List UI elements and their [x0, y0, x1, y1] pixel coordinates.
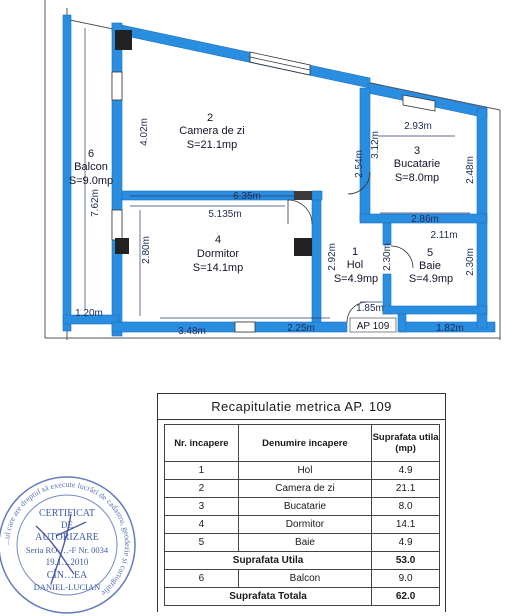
- room-balcon: [69, 148, 113, 187]
- summary-table: [164, 424, 440, 606]
- table-row: [165, 516, 440, 534]
- svg-text:5: 5: [426, 247, 434, 259]
- summary-title: Recapitulatie metrica AP. 109: [158, 394, 445, 420]
- svg-text:3.48m: 3.48m: [178, 326, 206, 337]
- svg-text:DANIEL-LUCIAN: DANIEL-LUCIAN: [33, 582, 101, 592]
- room-camera-de-zi: [179, 112, 244, 151]
- svg-text:1.20m: 1.20m: [75, 308, 103, 319]
- header-suprafata: Suprafata utila (mp): [372, 425, 440, 462]
- svg-text:Baie: Baie: [418, 260, 442, 272]
- util-value: 53.0: [372, 552, 440, 570]
- cell-nr: 4: [165, 516, 239, 534]
- cell-area: 8.0: [372, 498, 440, 516]
- svg-text:2.48m: 2.48m: [465, 156, 476, 184]
- table-row: [165, 498, 440, 516]
- room-bucatarie: [394, 145, 440, 184]
- cell-nr: 1: [165, 462, 239, 480]
- svg-text:4.02m: 4.02m: [139, 118, 150, 146]
- util-label: Suprafata Utila: [165, 552, 372, 570]
- svg-text:2.80m: 2.80m: [141, 236, 152, 264]
- svg-text:2.25m: 2.25m: [287, 323, 315, 334]
- svg-text:S=21.1mp: S=21.1mp: [186, 139, 238, 151]
- cell-area: 21.1: [372, 480, 440, 498]
- metric-summary-panel: [157, 393, 446, 612]
- cell-area: 9.0: [372, 570, 440, 588]
- svg-text:...ul care are dreptul să exec: ...ul care are dreptul să execute lucrări de cadastru, geodezie și cartografie: [1, 479, 133, 598]
- svg-text:2.11m: 2.11m: [430, 230, 458, 241]
- svg-text:6.35m: 6.35m: [233, 191, 261, 202]
- room-hol: [334, 246, 378, 285]
- svg-text:Dormitor: Dormitor: [196, 248, 240, 260]
- table-row: [165, 480, 440, 498]
- cell-nr: 6: [165, 570, 239, 588]
- svg-text:2.93m: 2.93m: [404, 121, 432, 132]
- svg-text:CERTIFICAT: CERTIFICAT: [38, 508, 96, 519]
- cell-name: Balcon: [238, 570, 371, 588]
- svg-text:S=8.0mp: S=8.0mp: [394, 172, 440, 184]
- table-row: [165, 462, 440, 480]
- apartment-label: [350, 318, 396, 332]
- cell-name: Baie: [238, 534, 371, 552]
- cell-nr: 5: [165, 534, 239, 552]
- header-denumire: Denumire incapere: [238, 425, 371, 462]
- svg-text:5.135m: 5.135m: [208, 209, 242, 220]
- svg-text:19.1…2010: 19.1…2010: [45, 557, 89, 567]
- util-total-row: [165, 552, 440, 570]
- svg-text:Balcon: Balcon: [74, 161, 108, 173]
- svg-text:Seria RO-…-F Nr. 0034: Seria RO-…-F Nr. 0034: [25, 545, 109, 555]
- cell-area: 4.9: [372, 534, 440, 552]
- svg-text:CÎN…EA: CÎN…EA: [46, 570, 88, 581]
- svg-text:2: 2: [206, 112, 214, 124]
- cell-name: Bucatarie: [238, 498, 371, 516]
- cell-area: 4.9: [372, 462, 440, 480]
- svg-text:S=4.9mp: S=4.9mp: [408, 273, 454, 285]
- svg-text:2.30m: 2.30m: [465, 248, 476, 276]
- total-value: 62.0: [372, 588, 440, 606]
- svg-text:1.85m: 1.85m: [356, 303, 384, 314]
- header-nr: Nr. incapere: [165, 425, 239, 462]
- svg-text:Camera de zi: Camera de zi: [179, 125, 245, 137]
- authorization-stamp: [0, 474, 138, 616]
- total-label: Suprafata Totala: [165, 588, 372, 606]
- svg-text:S=9.0mp: S=9.0mp: [68, 175, 114, 187]
- svg-text:S=14.1mp: S=14.1mp: [192, 262, 244, 274]
- svg-text:3: 3: [413, 145, 421, 157]
- grand-total-row: [165, 588, 440, 606]
- table-header-row: [165, 425, 440, 462]
- svg-text:2.30m: 2.30m: [382, 243, 393, 271]
- room-dormitor: [193, 234, 243, 274]
- cell-name: Hol: [238, 462, 371, 480]
- svg-text:2.54m: 2.54m: [354, 150, 365, 178]
- svg-text:Bucatarie: Bucatarie: [393, 158, 441, 170]
- cell-nr: 2: [165, 480, 239, 498]
- svg-text:4: 4: [214, 234, 222, 246]
- table-row: [165, 534, 440, 552]
- cell-nr: 3: [165, 498, 239, 516]
- svg-text:AUTORIZARE: AUTORIZARE: [35, 532, 99, 543]
- table-row: [165, 570, 440, 588]
- svg-text:1: 1: [351, 246, 359, 258]
- room-baie: [409, 247, 453, 285]
- svg-text:DE: DE: [61, 520, 73, 530]
- svg-text:2.86m: 2.86m: [411, 214, 439, 225]
- svg-text:S=4.9mp: S=4.9mp: [333, 273, 379, 285]
- cell-name: Dormitor: [238, 516, 371, 534]
- svg-text:3.12m: 3.12m: [370, 131, 381, 159]
- svg-text:6: 6: [87, 148, 95, 160]
- svg-text:7.62m: 7.62m: [90, 189, 101, 217]
- cell-name: Camera de zi: [238, 480, 371, 498]
- svg-text:Hol: Hol: [346, 259, 364, 271]
- svg-text:1.82m: 1.82m: [436, 323, 464, 334]
- svg-text:AP 109: AP 109: [356, 321, 390, 332]
- cell-area: 14.1: [372, 516, 440, 534]
- svg-text:2.92m: 2.92m: [327, 243, 338, 271]
